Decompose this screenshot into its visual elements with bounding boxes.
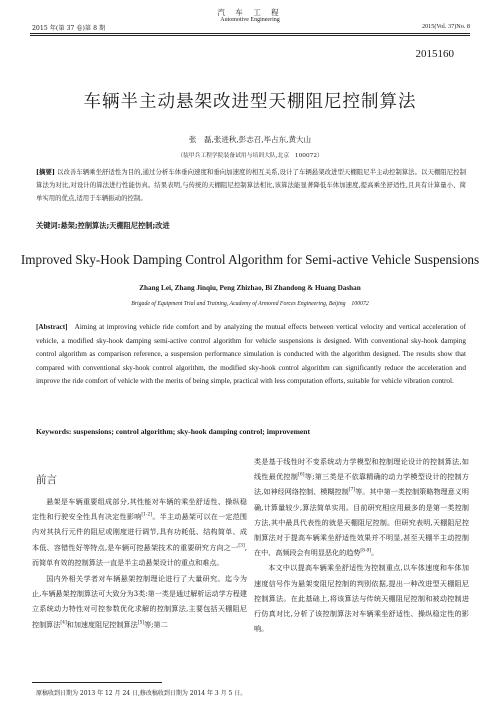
paragraph-text: 国内外相关学者对车辆悬架控制理论进行了大量研究。迄今为止,车辆悬架控制算法可大致分为3类:第一类是通过解析运动学方程建立系统动力特性对可控参数优化求解的控制算法,主要包括天棚阻尼控制算法	[32, 574, 247, 629]
abstract-cn-text: 以改善车辆乘坐舒适性为目的,通过分析车体垂向速度和垂向加速度的相互关系,设计了车辆悬架改进型天棚阻尼半主动控制算法。以天棚阻尼控制算法为对比,对设计的算法进行性能仿真。结果表明,与传统的天棚阻尼控制算法相比,该算法能显著降低车体加速度,提高乘坐舒适性,且具有计算量小、简单实用的优点,适用于车辆振动的控制。	[36, 168, 466, 202]
body-paragraph-2	[32, 571, 247, 632]
citation: [6]	[298, 472, 305, 478]
paragraph-text: 。半主动悬架可以在一定范围内对其执行元件的阻尼或刚度进行调节,具有功耗低、结构简单、成本低、容错性好等特点,是车辆可控悬架技术的重要研究方向之一	[32, 512, 248, 552]
citation: [1-2]	[141, 512, 153, 518]
citation: [5]	[137, 620, 145, 626]
paragraph-text: 等;第三类是不依靠精确的动力学模型设计的控制方法,如神经网络控制、模糊控制	[254, 472, 470, 497]
header-rule	[30, 33, 470, 34]
citation: [3]	[238, 543, 245, 549]
abstract-cn	[36, 166, 466, 205]
title-cn: 车辆半主动悬架改进型天棚阻尼控制算法	[83, 92, 417, 112]
keywords-en	[36, 427, 466, 436]
keywords-cn	[36, 221, 466, 231]
citation: [8-9]	[360, 548, 372, 554]
body-right-column	[254, 454, 469, 636]
authors-cn: 张 磊,张进秋,彭志召,毕占东,黄大山	[188, 135, 312, 144]
paragraph-text: 类是基于线性时不变系统动力学模型和控制理论设计的控制算法,如线性最优控制	[254, 457, 469, 482]
citation: [7]	[348, 488, 356, 494]
paragraph-text: 。	[371, 548, 379, 558]
body-left-column-top	[32, 494, 247, 570]
paragraph-text: ,而简单有效的控制算法一直是半主动悬架设计的重点和难点。	[32, 542, 247, 567]
paragraph-text: 等。其中第一类控制策略物理意义明确,计算量较少,算法简单实用。目前研究相应用最多的是第一类控制方法,其中最具代表性的就是天棚阻尼控制。但研究表明,天棚阻尼控制算法对于提高车辆乘坐舒适性效果并不明显,甚至天棚半主动控制在中、高频段会有明显恶化的趋势	[254, 487, 469, 558]
citation: [4]	[60, 620, 67, 626]
keywords-en-tag: Keywords:	[36, 427, 72, 436]
issue-info-en: 2015(Vol. 37)No. 8	[421, 23, 470, 30]
abstract-cn-tag: [摘要]	[36, 168, 55, 176]
footnote-rule	[32, 682, 162, 683]
affiliation-cn: （装甲兵工程学院装备试用与培训大队,北京 100072）	[177, 153, 323, 159]
body-left-column-bottom	[32, 571, 247, 632]
journal-name-cn: 汽 车 工 程	[217, 8, 283, 17]
paragraph-text: 和加速度阻尼控制算法	[66, 619, 138, 629]
body-paragraph-2-cont	[254, 454, 469, 560]
keywords-cn-tag: 关键词:	[36, 221, 61, 230]
issue-info-cn: 2015 年(第 37 卷)第 8 期	[32, 25, 106, 32]
article-number: 2015160	[415, 48, 454, 60]
header-rule-thin	[30, 35, 470, 36]
authors-en: Zhang Lei, Zhang Jinqiu, Peng Zhizhao, Bi Zhandong & Huang Dashan	[139, 284, 361, 292]
body-paragraph-1	[32, 494, 247, 570]
abstract-en	[36, 321, 466, 389]
paragraph-text: 等;第二	[144, 619, 168, 629]
paragraph-text: 悬架是车辆重要组成部分,其性能对车辆的乘坐舒适性、操纵稳定性和行驶安全性具有决定性影响	[32, 497, 247, 522]
body-paragraph-3: 本文中以提高车辆乘坐舒适性为控制重点,以车体速度和车体加速度信号作为悬架变阻尼控制的判别依据,提出一种改进型天棚阻尼控制算法。在此基础上,将该算法与传统天棚阻尼控制和被动控制进行仿真对比,分析了该控制算法对车辆乘坐舒适性、操纵稳定性的影响。	[254, 563, 469, 634]
section-title-intro: 前言	[36, 474, 57, 486]
title-en: Improved Sky-Hook Damping Control Algorithm for Semi-active Vehicle Suspensions	[20, 252, 480, 267]
abstract-en-text: Aiming at improving vehicle ride comfort and by analyzing the mutual effects between vertical velocity and vertical acceleration of vehicle, a modified sky-hook damping semi-active control algorithm for vehicle suspensions is designed. With conventional sky-hook damping control algorithm as comparison reference, a suspension performance simulation is conducted with the algorithm designed. The results show that compared with conventional sky-hook control algorithm, the modified sky-hook control algorithm can significantly reduce the acceleration and improve the ride comfort of vehicle with the merits of being simple, practical with less computation efforts, suitable for vehicle vibration control.	[36, 323, 466, 385]
journal-name-en: Automotive Engineering	[220, 17, 280, 23]
affiliation-en: Brigade of Equipment Trial and Training, Academy of Armored Forces Engineering, Beijing 100072	[131, 301, 369, 307]
keywords-en-text: suspensions; control algorithm; sky-hook damping control; improvement	[73, 427, 311, 436]
received-date-footnote: 原稿收到日期为 2013 年 12 月 24 日,修改稿收到日期为 2014 年 3 月 5 日。	[36, 690, 247, 697]
keywords-cn-text: 悬架;控制算法;天棚阻尼控制;改进	[60, 221, 170, 230]
abstract-en-tag: [Abstract]	[36, 323, 68, 331]
